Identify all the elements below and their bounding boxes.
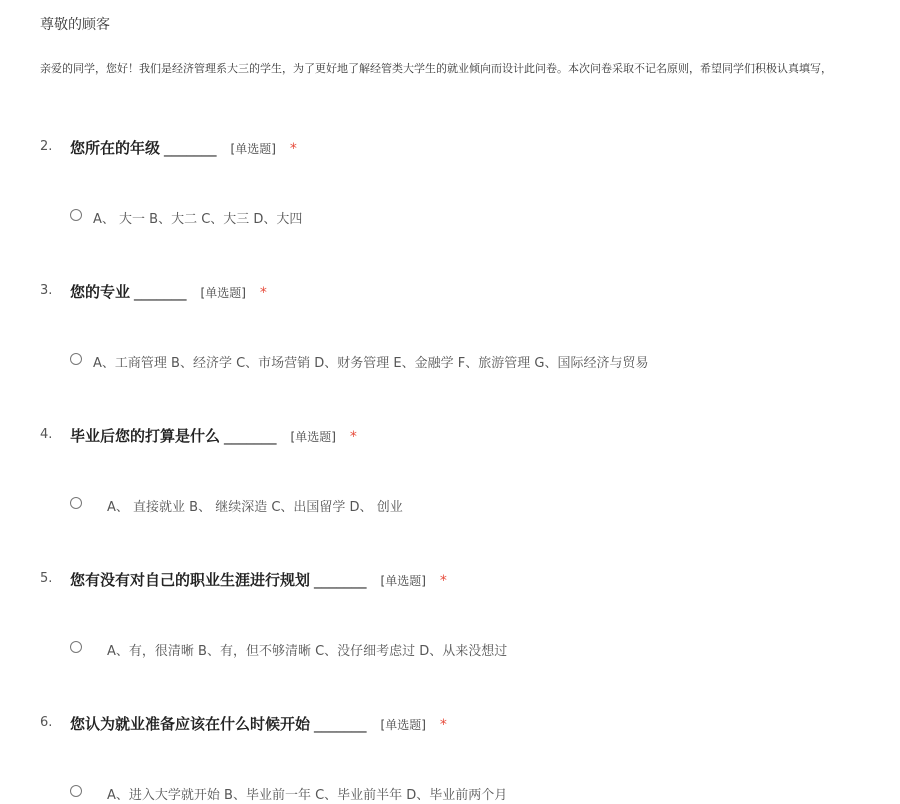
radio-button[interactable] [70,353,82,365]
question-title: 您的专业 [70,283,131,301]
question-blank: _______ [164,139,217,157]
question-title: 您有没有对自己的职业生涯进行规划 [70,571,311,589]
question-title: 您所在的年级 [70,139,161,157]
question-line [70,713,447,734]
question-line [70,569,447,590]
question-number: 2. [40,139,53,154]
question-number: 5. [40,571,53,586]
question-line [70,137,297,158]
question-type-label: [单选题] [380,574,426,588]
option-label: A、进入大学就开始 B、毕业前一年 C、毕业前半年 D、毕业前两个月 [107,788,508,803]
required-marker: * [289,141,297,157]
question-type-label: [单选题] [290,430,336,444]
question-line [70,425,357,446]
required-marker: * [259,285,267,301]
option-label: A、有，很清晰 B、有，但不够清晰 C、没仔细考虑过 D、从来没想过 [107,644,508,659]
option-label: A、工商管理 B、经济学 C、市场营销 D、财务管理 E、金融学 F、旅游管理 G、国际经济与贸易 [93,356,649,371]
option-label: A、 大一 B、大二 C、大三 D、大四 [93,212,303,227]
question-number: 3. [40,283,53,298]
question-number: 4. [40,427,53,442]
question-blank: _______ [314,571,367,589]
question-blank: _______ [134,283,187,301]
question-blank: _______ [314,715,367,733]
question-type-label: [单选题] [200,286,246,300]
question-number: 6. [40,715,53,730]
option-label: A、 直接就业 B、 继续深造 C、出国留学 D、 创业 [107,500,403,515]
question-type-label: [单选题] [230,142,276,156]
question-title: 您认为就业准备应该在什么时候开始 [70,715,311,733]
question-blank: _______ [224,427,277,445]
question-type-label: [单选题] [380,718,426,732]
required-marker: * [349,429,357,445]
radio-button[interactable] [70,497,82,509]
question-line [70,281,267,302]
radio-button[interactable] [70,209,82,221]
question-title: 毕业后您的打算是什么 [70,427,221,445]
survey-greeting: 尊敬的顾客 [40,17,110,33]
required-marker: * [439,573,447,589]
radio-button[interactable] [70,785,82,797]
radio-button[interactable] [70,641,82,653]
survey-intro: 亲爱的同学，您好！我们是经济管理系大三的学生，为了更好地了解经管类大学生的就业倾向而设计此问卷。本次问卷采取不记名原则，希望同学们积极认真填写， [40,62,832,75]
required-marker: * [439,717,447,733]
